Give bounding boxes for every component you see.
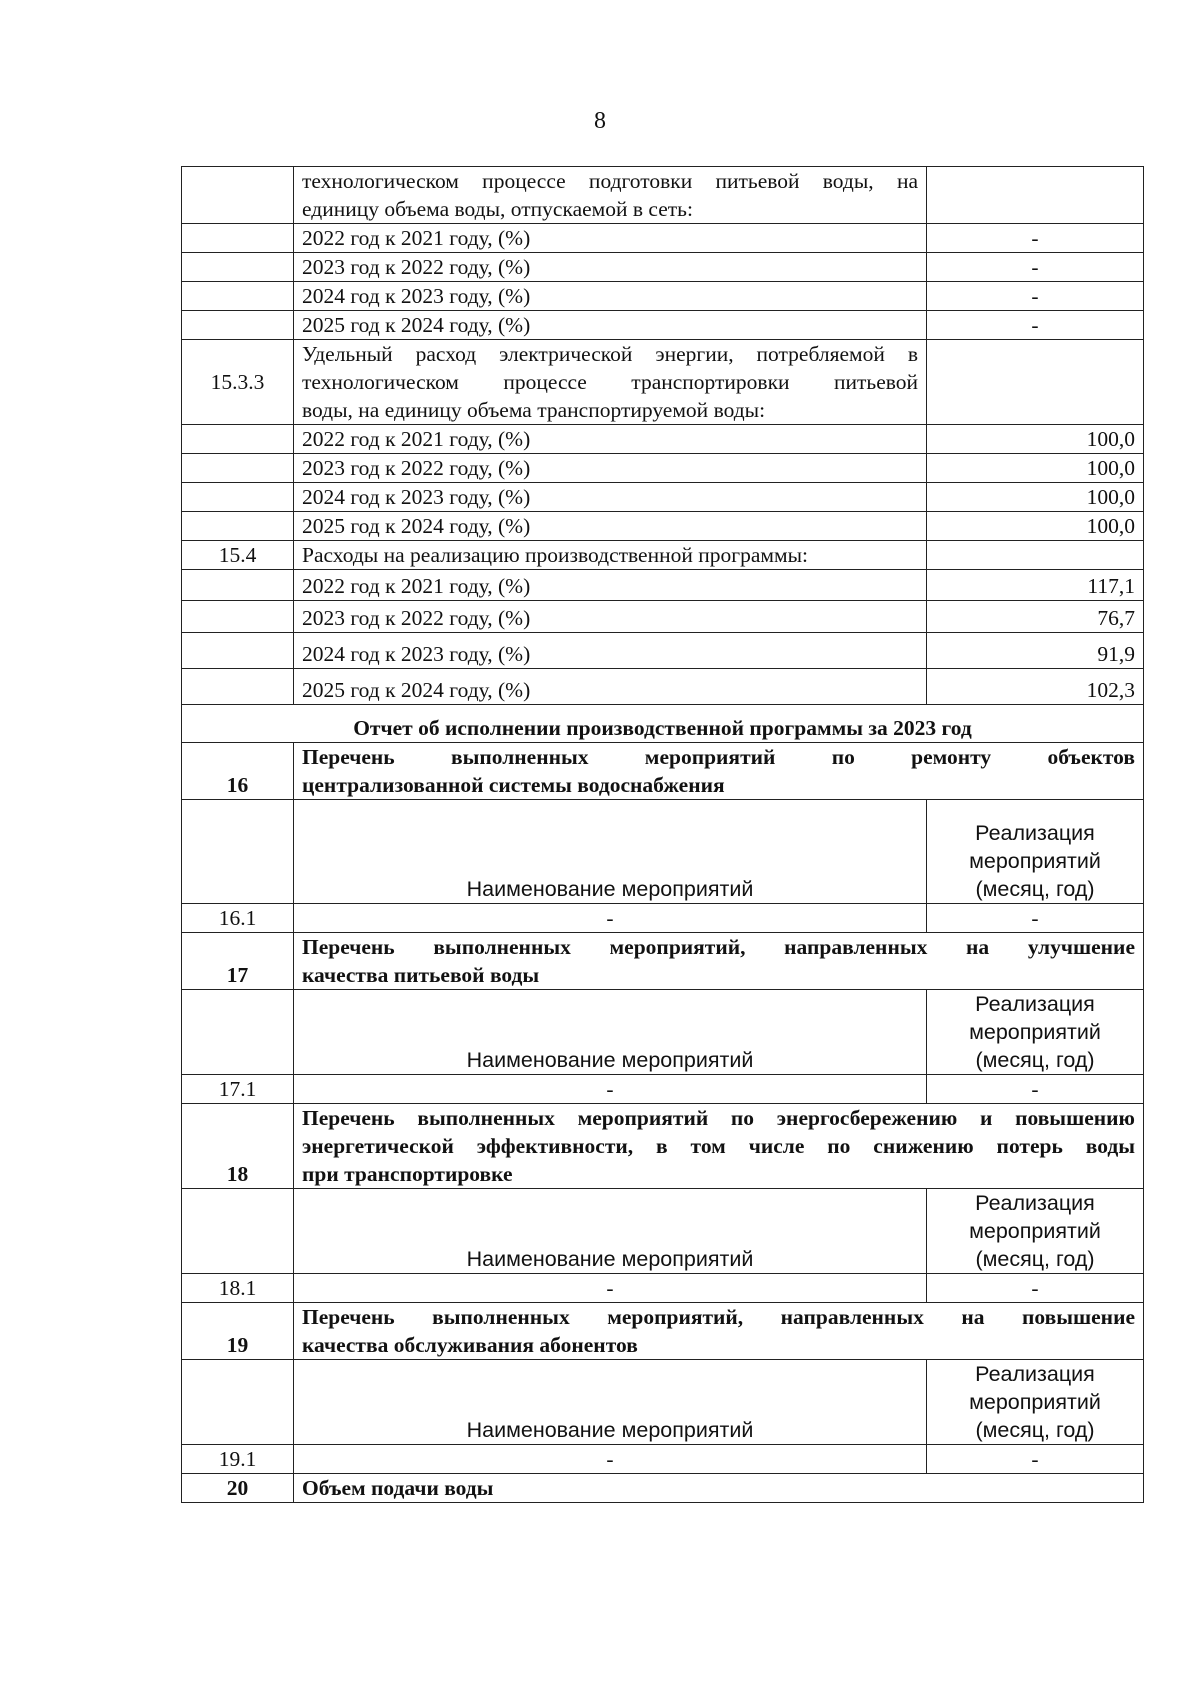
- year-label: 2024 год к 2023 году, (%): [294, 633, 927, 669]
- table-row: [182, 633, 1144, 669]
- header-line: Реализация: [975, 1191, 1095, 1215]
- table-row: [182, 311, 1144, 340]
- table-row: [182, 541, 1144, 570]
- year-value: 102,3: [927, 669, 1144, 705]
- section-number: 17: [182, 933, 294, 990]
- table-row: [182, 282, 1144, 311]
- year-label: 2025 год к 2024 году, (%): [294, 311, 927, 340]
- year-label: 2023 год к 2022 году, (%): [294, 454, 927, 483]
- header-line: (месяц, год): [975, 1048, 1095, 1072]
- section-number: 19: [182, 1303, 294, 1360]
- section-header-row: [182, 1303, 1144, 1360]
- column-header-name: Наименование мероприятий: [294, 800, 927, 904]
- section-title-line: качества питьевой воды: [302, 963, 540, 987]
- measure-name: -: [294, 904, 927, 933]
- column-header-name: Наименование мероприятий: [294, 990, 927, 1075]
- section-title-line: Перечень выполненных мероприятий, направленных на улучшение: [302, 935, 1135, 959]
- table-row: [182, 454, 1144, 483]
- section-title: [294, 1104, 1144, 1189]
- measure-implementation: -: [927, 1445, 1144, 1474]
- section-title-line: при транспортировке: [302, 1162, 513, 1186]
- year-value: 100,0: [927, 425, 1144, 454]
- item-number: 15.3.3: [182, 340, 294, 425]
- item-number: 19.1: [182, 1445, 294, 1474]
- year-label: 2025 год к 2024 году, (%): [294, 512, 927, 541]
- section-title-line: Перечень выполненных мероприятий по ремонту объектов: [302, 745, 1135, 769]
- table-row: [182, 512, 1144, 541]
- item-number: 16.1: [182, 904, 294, 933]
- item-number: 15.4: [182, 541, 294, 570]
- year-value: 100,0: [927, 512, 1144, 541]
- section-number: 18: [182, 1104, 294, 1189]
- year-value: -: [927, 224, 1144, 253]
- table-row: [182, 1274, 1144, 1303]
- table-row: [182, 1445, 1144, 1474]
- header-line: Реализация: [975, 992, 1095, 1016]
- year-value: -: [927, 253, 1144, 282]
- column-header-row: [182, 1360, 1144, 1445]
- column-header-row: [182, 990, 1144, 1075]
- description-line: технологическом процессе подготовки питьевой воды, на: [302, 169, 918, 193]
- value-cell: [927, 167, 1144, 224]
- year-value: 91,9: [927, 633, 1144, 669]
- section-header-row: [182, 1104, 1144, 1189]
- measure-name: -: [294, 1445, 927, 1474]
- description-line: Удельный расход электрической энергии, потребляемой в: [302, 342, 918, 366]
- section-title-line: Перечень выполненных мероприятий, направленных на повышение: [302, 1305, 1135, 1329]
- table-row: [182, 483, 1144, 512]
- header-line: мероприятий: [969, 1020, 1101, 1044]
- measure-name: -: [294, 1075, 927, 1104]
- section-title: [294, 1303, 1144, 1360]
- item-number: 17.1: [182, 1075, 294, 1104]
- section-header-row: [182, 933, 1144, 990]
- column-header-implementation: [927, 1189, 1144, 1274]
- measure-implementation: -: [927, 904, 1144, 933]
- year-value: -: [927, 282, 1144, 311]
- year-label: 2023 год к 2022 году, (%): [294, 253, 927, 282]
- report-title: Отчет об исполнении производственной программы за 2023 год: [182, 705, 1144, 743]
- section-title: [294, 743, 1144, 800]
- section-title: [294, 933, 1144, 990]
- table-row: [182, 705, 1144, 743]
- column-header-row: [182, 1189, 1144, 1274]
- year-label: 2024 год к 2023 году, (%): [294, 282, 927, 311]
- year-label: 2023 год к 2022 году, (%): [294, 601, 927, 633]
- header-line: мероприятий: [969, 1219, 1101, 1243]
- year-value: 100,0: [927, 483, 1144, 512]
- item-description: Расходы на реализацию производственной программы:: [294, 541, 927, 570]
- table-row: [182, 340, 1144, 425]
- year-value: 76,7: [927, 601, 1144, 633]
- table-row: [182, 1075, 1144, 1104]
- section-title-line: Перечень выполненных мероприятий по энергосбережению и повышению: [302, 1106, 1135, 1130]
- item-description: [294, 167, 927, 224]
- column-header-row: [182, 800, 1144, 904]
- measure-implementation: -: [927, 1075, 1144, 1104]
- year-label: 2022 год к 2021 году, (%): [294, 224, 927, 253]
- table-row: [182, 904, 1144, 933]
- header-line: (месяц, год): [975, 1247, 1095, 1271]
- section-title-line: централизованной системы водоснабжения: [302, 773, 725, 797]
- section-title: Объем подачи воды: [294, 1474, 1144, 1503]
- section-number: 16: [182, 743, 294, 800]
- section-header-row: [182, 1474, 1144, 1503]
- measure-name: -: [294, 1274, 927, 1303]
- description-line: воды, на единицу объема транспортируемой воды:: [302, 398, 766, 422]
- table-row: [182, 253, 1144, 282]
- section-title-line: энергетической эффективности, в том числе по снижению потерь воды: [302, 1134, 1135, 1158]
- header-line: (месяц, год): [975, 877, 1095, 901]
- table-row: [182, 425, 1144, 454]
- year-value: -: [927, 311, 1144, 340]
- column-header-implementation: [927, 800, 1144, 904]
- column-header-name: Наименование мероприятий: [294, 1360, 927, 1445]
- item-number-cell: [182, 167, 294, 224]
- year-label: 2022 год к 2021 году, (%): [294, 570, 927, 601]
- year-label: 2025 год к 2024 году, (%): [294, 669, 927, 705]
- table-row: [182, 669, 1144, 705]
- description-line: единицу объема воды, отпускаемой в сеть:: [302, 197, 693, 221]
- header-line: Реализация: [975, 1362, 1095, 1386]
- table-row: [182, 570, 1144, 601]
- section-number: 20: [182, 1474, 294, 1503]
- column-header-name: Наименование мероприятий: [294, 1189, 927, 1274]
- table-row: [182, 601, 1144, 633]
- header-line: мероприятий: [969, 1390, 1101, 1414]
- section-title-line: качества обслуживания абонентов: [302, 1333, 638, 1357]
- value-cell: [927, 340, 1144, 425]
- description-line: технологическом процессе транспортировки питьевой: [302, 370, 918, 394]
- item-number: 18.1: [182, 1274, 294, 1303]
- table-row: [182, 167, 1144, 224]
- column-header-implementation: [927, 990, 1144, 1075]
- measure-implementation: -: [927, 1274, 1144, 1303]
- header-line: мероприятий: [969, 849, 1101, 873]
- year-label: 2022 год к 2021 году, (%): [294, 425, 927, 454]
- header-line: (месяц, год): [975, 1418, 1095, 1442]
- header-line: Реализация: [975, 821, 1095, 845]
- item-description: [294, 340, 927, 425]
- year-value: 100,0: [927, 454, 1144, 483]
- column-header-implementation: [927, 1360, 1144, 1445]
- year-value: 117,1: [927, 570, 1144, 601]
- page-number: 8: [594, 108, 606, 134]
- table-row: [182, 224, 1144, 253]
- section-header-row: [182, 743, 1144, 800]
- year-label: 2024 год к 2023 году, (%): [294, 483, 927, 512]
- report-table: [181, 166, 1144, 1503]
